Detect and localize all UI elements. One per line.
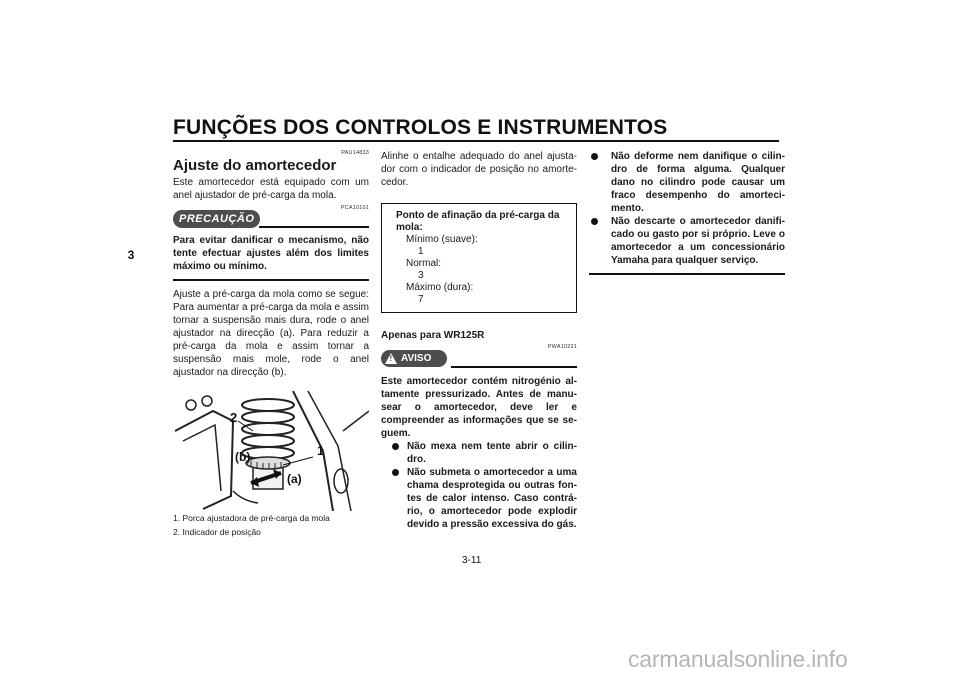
figure-caption-2: 2. Indicador de posição bbox=[173, 526, 261, 537]
watermark: carmanualsonline.info bbox=[628, 646, 848, 672]
spec-title: Ponto de afinação da pré-carga da mola: bbox=[396, 210, 560, 233]
warning-end-rule bbox=[589, 273, 785, 275]
warning-badge bbox=[381, 350, 447, 367]
section-title: Ajuste do amortecedor bbox=[173, 157, 337, 174]
spec-normal-value: 3 bbox=[418, 270, 424, 281]
spec-min-label: Mínimo (suave): bbox=[406, 234, 478, 245]
warning-bullet-list-continued bbox=[589, 150, 785, 267]
page-number: 3-11 bbox=[462, 555, 482, 566]
caution-code: PCA10101 bbox=[340, 205, 369, 211]
caution-badge: PRECAUÇÃO bbox=[173, 210, 260, 228]
list-item: Não deforme nem danifique o cilin-dro de forma alguma. Qualquer dano no cilindro pode causar um fraco desempenho do amorteci-mento. bbox=[589, 150, 785, 215]
spec-min-value: 1 bbox=[418, 246, 424, 257]
shock-absorber-illustration bbox=[173, 391, 369, 511]
warning-triangle-icon: ! bbox=[385, 353, 397, 364]
middle-column bbox=[381, 150, 577, 531]
caution-text: Para evitar danificar o mecanismo, não tente efectuar ajustes além dos limites máximo ou mínimo. bbox=[173, 235, 369, 272]
bullet-icon bbox=[591, 153, 598, 160]
spec-max-value: 7 bbox=[418, 294, 424, 305]
header-rule bbox=[173, 140, 779, 142]
spec-max-label: Máximo (dura): bbox=[406, 282, 474, 293]
caution-rule bbox=[259, 226, 369, 228]
figure-label-1: 1 bbox=[317, 442, 325, 458]
right-column bbox=[589, 150, 785, 282]
shock-absorber-drawing bbox=[173, 391, 369, 511]
section-intro: Este amortecedor está equipado com um anel ajustador de pré-carga da mola. bbox=[173, 177, 369, 201]
spring-preload-spec-box bbox=[381, 203, 577, 313]
spec-normal-label: Normal: bbox=[406, 258, 442, 269]
model-note: Apenas para WR125R bbox=[381, 330, 485, 341]
warning-label: AVISO bbox=[401, 353, 432, 364]
figure-label-2: 2 bbox=[230, 409, 238, 425]
section-code: PAU14833 bbox=[341, 150, 369, 156]
bullet-icon bbox=[392, 443, 399, 450]
list-item: Não mexa nem tente abrir o cilin-dro. bbox=[381, 440, 577, 466]
list-item: Não descarte o amortecedor danifi-cado ou gasto por si próprio. Leve o amortecedor a um concessionário Yamaha para qualquer serviço. bbox=[589, 215, 785, 267]
caution-end-rule bbox=[173, 279, 369, 281]
align-instruction: Alinhe o entalhe adequado do anel ajusta-dor com o indicador de posição no amorte-cedor. bbox=[381, 151, 577, 188]
bullet-icon bbox=[591, 218, 598, 225]
list-item: Não submeta o amortecedor a uma chama desprotegida ou outras fon-tes de calor intenso. Caso contrá-rio, o amortecedor pode explodir devido a pressão excessiva do gás. bbox=[381, 466, 577, 531]
figure-label-a: (a) bbox=[287, 471, 302, 486]
chapter-tab: 3 bbox=[127, 248, 135, 262]
warning-bullet-list bbox=[381, 440, 577, 531]
figure-caption-1: 1. Porca ajustadora de pré-carga da mola bbox=[173, 512, 330, 523]
adjust-instructions: Ajuste a pré-carga da mola como se segue: Para aumentar a pré-carga da mola e assim tornar a suspensão mais dura, rode o anel ajustador na direcção (a). Para reduzir a pré-carga da mola e assim tornar a suspensão mais mole, rode o anel ajustador na direcção (b). bbox=[173, 288, 369, 378]
caution-label-row bbox=[173, 210, 369, 230]
figure-label-b: (b) bbox=[235, 449, 251, 464]
warning-rule bbox=[451, 366, 577, 368]
warning-text: Este amortecedor contém nitrogénio al-tamente pressurizado. Antes de manu-sear o amortecedor, deve ler e compreender as informações que se se-guem. bbox=[381, 376, 577, 439]
warning-code: PWA10221 bbox=[547, 344, 577, 350]
bullet-icon bbox=[392, 469, 399, 476]
warning-label-row bbox=[381, 350, 577, 370]
page-header-title: FUNÇÕES DOS CONTROLOS E INSTRUMENTOS bbox=[173, 116, 668, 139]
left-column bbox=[173, 150, 369, 539]
